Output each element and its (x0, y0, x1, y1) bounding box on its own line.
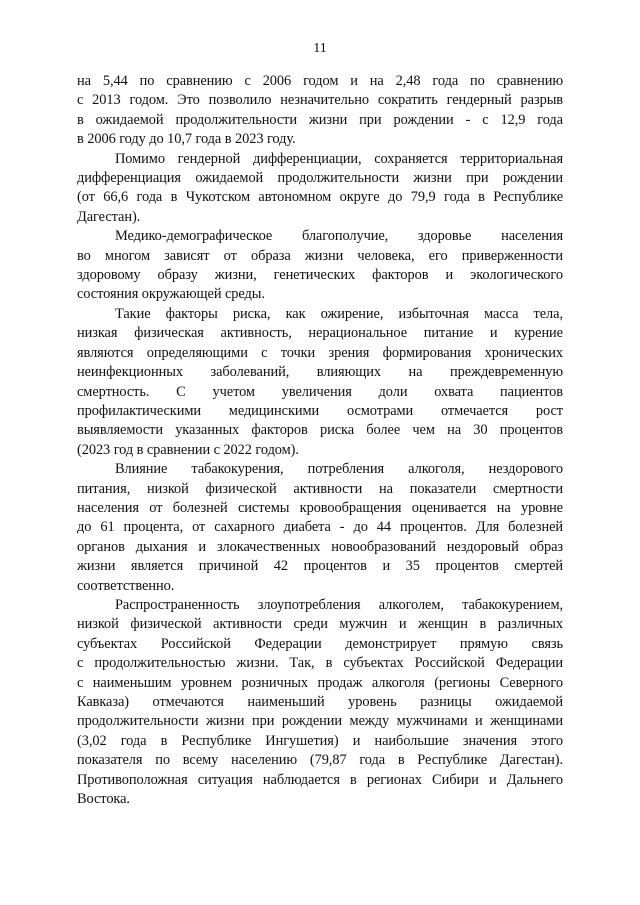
text-line: питания, низкой физической активности на показатели смертности (77, 480, 563, 497)
text-line: в 2006 году до 10,7 года в 2023 году. (77, 131, 296, 148)
text-line: Дагестан). (77, 208, 141, 225)
text-line: дифференциация ожидаемой продолжительности жизни при рождении (77, 170, 563, 187)
text-line: низкая физическая активность, нерациональное питание и курение (77, 325, 563, 342)
text-line: Противоположная ситуация наблюдается в регионах Сибири и Дальнего (77, 771, 563, 788)
text-line: (3,02 года в Республике Ингушетия) и наибольшие значения этого (77, 732, 563, 749)
text-line: неинфекционных заболеваний, влияющих на преждевременную (77, 364, 563, 381)
text-line: жизни является причиной 42 процентов и 35 процентов смертей (77, 558, 563, 575)
paragraph (77, 227, 563, 305)
paragraph (77, 460, 563, 596)
text-line: являются определяющими с точки зрения формирования хронических (77, 344, 563, 361)
text-line: показателя по всему населению (79,87 года в Республике Дагестан). (77, 752, 563, 769)
text-line: низкой физической активности среди мужчин и женщин в различных (77, 616, 563, 633)
text-line: (2023 год в сравнении с 2022 годом). (77, 441, 299, 458)
text-line: состояния окружающей среды. (77, 286, 265, 303)
page-number: 11 (313, 41, 327, 56)
paragraph (77, 596, 563, 809)
paragraph (77, 150, 563, 228)
text-line: (от 66,6 года в Чукотском автономном округе до 79,9 года в Республике (77, 189, 563, 206)
text-line: профилактическими медицинскими осмотрами отмечается рост (77, 402, 563, 419)
text-line: Распространенность злоупотребления алкоголем, табакокурением, (115, 596, 563, 613)
text-line: выявляемости указанных факторов риска более чем на 30 процентов (77, 422, 563, 439)
text-line: Кавказа) отмечаются наименьший уровень разницы ожидаемой (77, 694, 563, 710)
paragraph (77, 305, 563, 460)
text-line: соответственно. (77, 577, 175, 594)
text-line: до 61 процента, от сахарного диабета - до 44 процентов. Для болезней (77, 519, 563, 536)
text-line: смертность. С учетом увеличения доли охвата пациентов (77, 383, 563, 400)
text-line: населения от болезней системы кровообращения оценивается на уровне (77, 499, 563, 516)
text-line: Влияние табакокурения, потребления алкоголя, нездорового (115, 461, 563, 478)
text-line: субъектах Российской Федерации демонстрирует прямую связь (77, 635, 563, 652)
text-line: Помимо гендерной дифференциации, сохраняется территориальная (115, 150, 563, 167)
text-line: во многом зависят от образа жизни человека, его приверженности (77, 247, 563, 264)
text-line: с 2013 годом. Это позволило незначительно сократить гендерный разрыв (77, 92, 563, 109)
text-line: на 5,44 по сравнению с 2006 годом и на 2,48 года по сравнению (77, 73, 563, 89)
paragraph (77, 72, 563, 150)
text-line: в ожидаемой продолжительности жизни при рождении - с 12,9 года (77, 111, 563, 128)
text-line: с продолжительностью жизни. Так, в субъектах Российской Федерации (77, 655, 563, 672)
text-line: с наименьшим уровнем розничных продаж алкоголя (регионы Северного (77, 674, 563, 691)
text-line: Такие факторы риска, как ожирение, избыточная масса тела, (115, 305, 563, 322)
text-line: продолжительности жизни при рождении между мужчинами и женщинами (77, 713, 563, 730)
text-line: Медико-демографическое благополучие, здоровье населения (115, 228, 563, 245)
body-text (77, 72, 563, 809)
text-line: органов дыхания и злокачественных новообразований нездоровый образ (77, 538, 563, 555)
text-line: Востока. (77, 791, 130, 808)
text-line: здоровому образу жизни, генетических факторов и экологического (77, 267, 563, 284)
